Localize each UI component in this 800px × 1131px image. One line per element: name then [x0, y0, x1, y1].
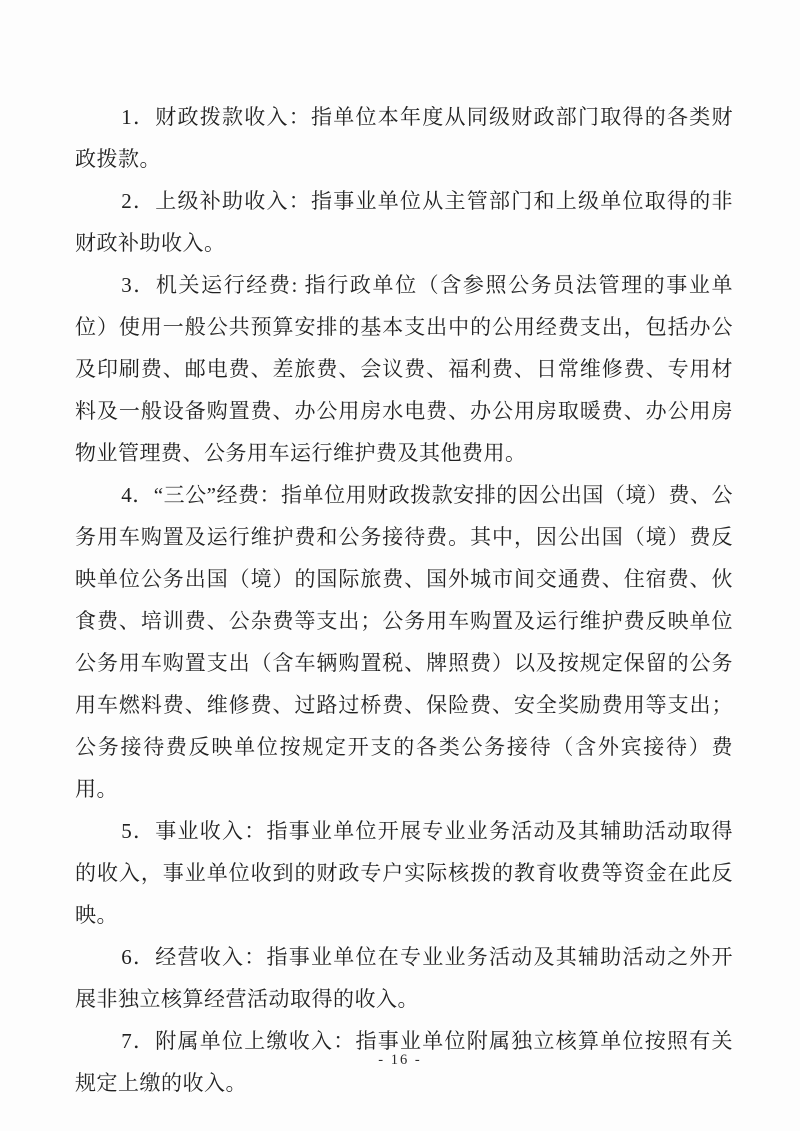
paragraph-agency-operating-funds: 3．机关运行经费: 指行政单位（含参照公务员法管理的事业单位）使用一般公共预算安排的基本支出中的公用经费支出，包括办公及印刷费、邮电费、差旅费、会议费、福利费、日常维修费、专用材料及一般设备购置费、办公用房水电费、办公用房取暖费、办公用房物业管理费、公务用车运行维护费及其他费用。 [75, 273, 733, 465]
page-number: - 16 - [378, 1052, 422, 1068]
document-body [75, 96, 733, 1104]
paragraph-three-public-funds: 4．“三公”经费：指单位用财政拨款安排的因公出国（境）费、公务用车购置及运行维护费和公务接待费。其中，因公出国（境）费反映单位公务出国（境）的国际旅费、国外城市间交通费、住宿费、伙食费、培训费、公杂费等支出；公务用车购置及运行维护费反映单位公务用车购置支出（含车辆购置税、牌照费）以及按规定保留的公务用车燃料费、维修费、过路过桥费、保险费、安全奖励费用等支出；公务接待费反映单位按规定开支的各类公务接待（含外宾接待）费用。 [75, 483, 733, 801]
paragraph-operating-income: 6．经营收入：指事业单位在专业业务活动及其辅助活动之外开展非独立核算经营活动取得的收入。 [75, 945, 733, 1011]
paragraph-institutional-income: 5．事业收入：指事业单位开展专业业务活动及其辅助活动取得的收入，事业单位收到的财政专户实际核拨的教育收费等资金在此反映。 [75, 819, 733, 927]
paragraph-affiliated-unit-turned-in-income: 7．附属单位上缴收入：指事业单位附属独立核算单位按照有关规定上缴的收入。 [75, 1029, 733, 1095]
paragraph-superior-subsidy-income: 2．上级补助收入：指事业单位从主管部门和上级单位取得的非财政补助收入。 [75, 189, 733, 255]
paragraph-fiscal-appropriation-income: 1．财政拨款收入：指单位本年度从同级财政部门取得的各类财政拨款。 [75, 105, 733, 171]
